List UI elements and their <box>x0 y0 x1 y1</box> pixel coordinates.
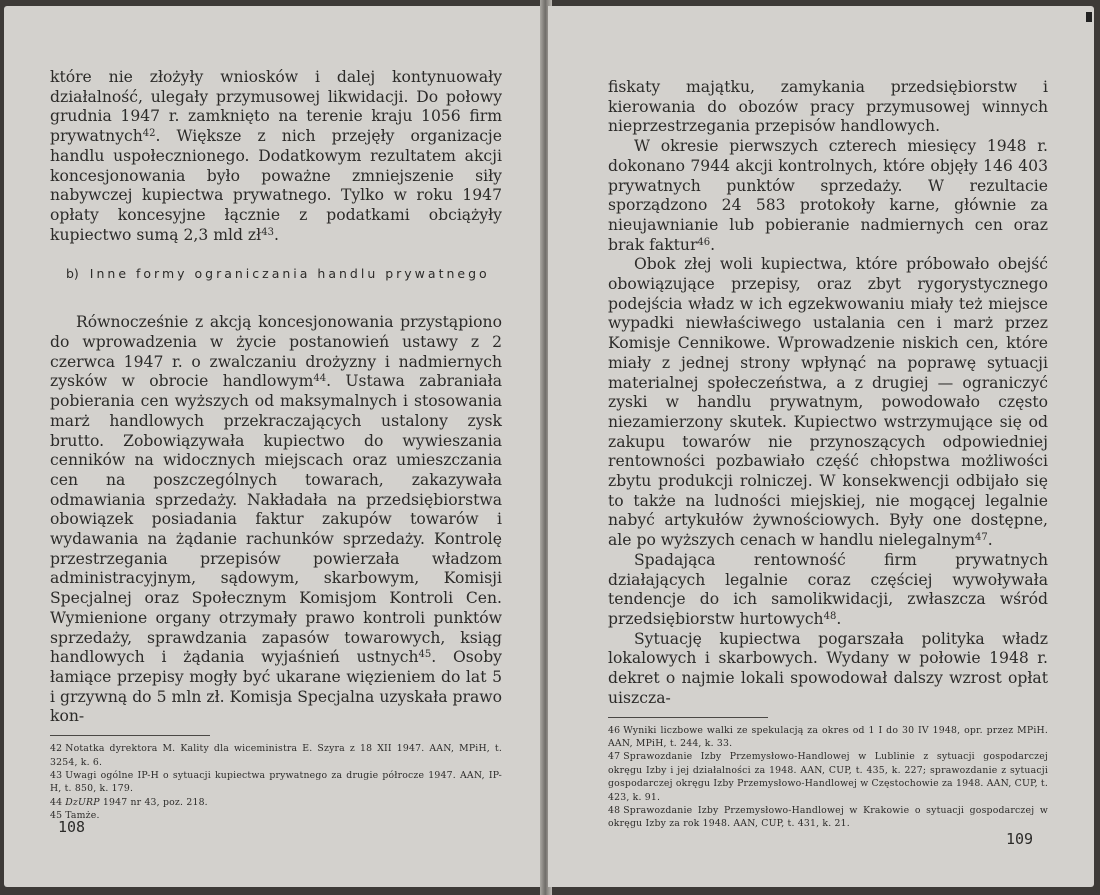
paragraph: fiskaty majątku, zamykania przedsiębiorstw i kierowania do obozów pracy przymusowej winnych nieprzestrzegania przepisów handlowych. <box>608 78 1048 136</box>
footnote-ref: 42 <box>142 128 156 140</box>
paragraph: Sytuację kupiectwa pogarszała polityka władz lokalowych i skarbowych. Wydany w połowie 1948 r. dekret o najmie lokali spowodował dalszy wzrost opłat uiszcza- <box>608 629 1048 707</box>
footnote-ref: 46 <box>697 236 711 248</box>
footnote-ref: 44 <box>313 373 327 385</box>
footnote: 45 Tamże. <box>50 810 100 822</box>
footnote-ref: 43 <box>261 226 274 238</box>
footnote: 42 Notatka dyrektora M. Kality dla wiceministra E. Szyra z 18 XII 1947. AAN, MPiH, t. 3254, k. 6. <box>50 743 502 768</box>
footnote: 47 Sprawozdanie Izby Przemysłowo-Handlowej w Lublinie z sytuacji gospodarczej okręgu Izby i jej działalności za 1948. AAN, CUP, t. 435, k. 227; sprawozdanie z sytuacji gospodarczej okręgu Izby Przemysłowo-Handlowej w Częstochowie za 1948. AAN, CUP, t. 423, k. 91. <box>608 751 1048 803</box>
left-page <box>4 6 544 887</box>
section-label: b) <box>66 266 79 282</box>
footnote: 48 Sprawozdanie Izby Przemysłowo-Handlowej w Krakowie o sytuacji gospodarczej w okręgu Izby za rok 1948. AAN, CUP, t. 431, k. 21. <box>608 804 1048 830</box>
corner-mark <box>1086 12 1092 22</box>
footnote: 43 Uwagi ogólne IP-H o sytuacji kupiectwa prywatnego za drugie półrocze 1947. AAN, IP-H, t. 850, k. 179. <box>50 769 502 795</box>
footnote-ref: 48 <box>823 610 837 622</box>
paragraph: W okresie pierwszych czterech miesięcy 1948 r. dokonano 7944 akcji kontrolnych, które objęły 146 403 prywatnych punktów sprzedaży. W rezultacie sporządzono 24 583 protokoły karne, głównie za nieujawnianie lub pobieranie nadmiernych cen oraz brak faktur$^{46}$. <box>608 137 1048 254</box>
page-number: 108 <box>58 818 86 836</box>
footnote-divider <box>608 717 768 718</box>
left-text-column <box>50 68 502 823</box>
section-heading <box>66 265 502 283</box>
right-text-column <box>608 78 1048 831</box>
footnote: 44 DzURP 1947 nr 43, poz. 218. <box>50 796 208 808</box>
paragraph: Spadająca rentowność firm prywatnych działających legalnie coraz częściej wywoływała tendencje do ich samolikwidacji, zwłaszcza wśród przedsiębiorstw hurtowych$^{48}$. <box>608 550 1048 628</box>
right-page <box>548 6 1094 887</box>
section-title: Inne formy ograniczania handlu prywatnego <box>89 266 490 282</box>
footnote-ref: 47 <box>975 532 988 544</box>
paragraph: Równocześnie z akcją koncesjonowania przystąpiono do wprowadzenia w życie postanowień ustawy z 2 czerwca 1947 r. o zwalczaniu drożyzny i nadmiernych zysków w obrocie handlowym$^{44}$. Ustawa zabraniała pobierania cen wyższych od maksymalnych i stosowania marż handlowych przekraczających ustalony zysk brutto. Zobowiązywała kupiectwo do wywieszania cenników na widocznych miejscach oraz umieszczania cen na poszczególnych towarach, zakazywała odmawiania sprzedaży. Nakładała na przedsiębiorstwa obowiązek posiadania faktur zakupów towarów i wydawania na żądanie rachunków sprzedaży. Kontrolę przestrzegania przepisów powierzała władzom administracyjnym, sądowym, skarbowym, Komisji Specjalnej oraz Społecznym Komisjom Kontroli Cen. Wymienione organy otrzymały prawo kontroli punktów sprzedaży, sprawdzania zapasów towarowych, ksiąg handlowych i żądania wyjaśnień ustnych$^{45}$. Osoby łamiące przepisy mogły być ukarane więzieniem do lat 5 i grzywną do 5 mln zł. Komisja Specjalna uzyskała prawo kon- <box>50 313 502 726</box>
footnote-divider <box>50 735 210 736</box>
page-number: 109 <box>1006 830 1034 848</box>
footnote: 46 Wyniki liczbowe walki ze spekulacją za okres od 1 I do 30 IV 1948, opr. przez MPiH. AAN, MPiH, t. 244, k. 33. <box>608 724 1048 749</box>
paragraph: Obok złej woli kupiectwa, które próbowało obejść obowiązujące przepisy, oraz zbyt rygorystycznego podejścia władz w ich egzekwowaniu miały też miejsce wypadki niewłaściwego ustalania cen i marż przez Komisje Cennikowe. Wprowadzenie niskich cen, które miały z jednej strony wpłynąć na poprawę sytuacji materialnej społeczeństwa, a z drugiej — ograniczyć zyski w handlu prywatnym, powodowało często niezamierzony skutek. Kupiectwo wstrzymujące się od zakupu towarów nie przynoszących odpowiedniej rentowności pozbawiało część chłopstwa możliwości zbytu produkcji rolniczej. W konsekwencji odbijało się to także na ludności miejskiej, nie mogącej legalnie nabyć artykułów żywnościowych. Były one dostępne, ale po wyższych cenach w handlu nielegalnym$^{47}$. <box>608 255 1048 550</box>
paragraph: które nie złożyły wniosków i dalej kontynuowały działalność, ulegały przymusowej likwidacji. Do połowy grudnia 1947 r. zamknięto na terenie kraju 1056 firm prywatnych$^{42}$. Większe z nich przejęły organizacje handlu uspołecznionego. Dodatkowym rezultatem akcji koncesjonowania było poważne zmniejszenie siły nabywczej kupiectwa prywatnego. Tylko w roku 1947 opłaty koncesyjne łącznie z podatkami obciążyły kupiectwo sumą 2,3 mld $zł^{43}$. <box>50 68 502 244</box>
footnote-ref: 45 <box>418 649 432 661</box>
